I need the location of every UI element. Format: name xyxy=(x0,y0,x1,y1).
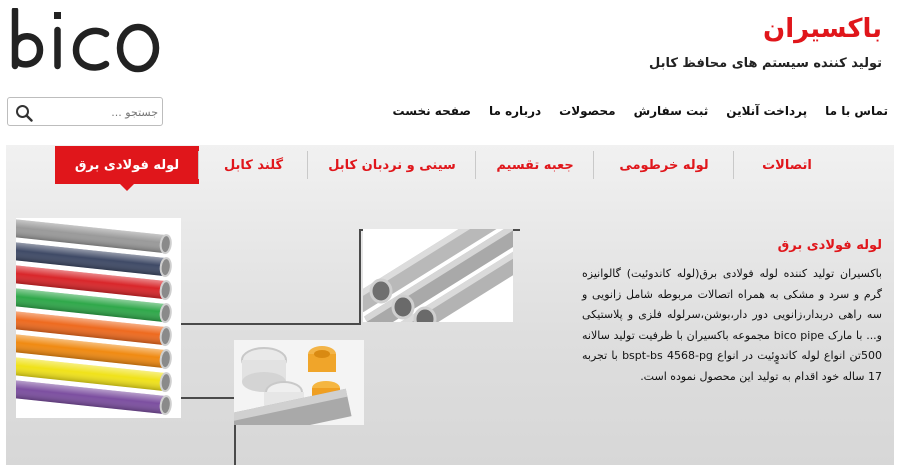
tagline: تولید کننده سیستم های محافظ کابل xyxy=(648,56,882,71)
product-tabs xyxy=(55,146,840,184)
nav-products[interactable]: محصولات xyxy=(559,104,616,118)
search-icon[interactable] xyxy=(15,104,33,122)
main-nav xyxy=(393,104,888,118)
search-input[interactable] xyxy=(40,101,158,123)
nav-home[interactable]: صفحه نخست xyxy=(392,104,471,118)
galvanized-conduit-image xyxy=(363,229,513,322)
brand-name[interactable]: باکسیران xyxy=(763,14,882,44)
colored-pipes-image xyxy=(16,218,181,418)
product-description: باکسیران تولید کننده لوله فولادی برق(لوله کاندوئیت) گالوانیزه گرم و سرد و مشکی به همراه اتصالات مربوطه شامل زانویی و سه راهی دربدار،زانویی دور دار،بوشن،سرلوله فلزی و پلاستیکی و... با مارک bico pipe مجموعه باکسیران با ظرفیت تولید سالانه 500تن انواع لوله کاندوٍئیت در انواع bspt-bs 4568-pg با تجربه 17 ساله خود اقدام به تولید این محصول نموده است. xyxy=(582,267,882,383)
tab-junction-box[interactable]: جعبه تقسیم xyxy=(476,146,594,184)
conduit-fittings-image xyxy=(234,340,364,425)
tab-steel-conduit[interactable]: لوله فولادی برق xyxy=(55,146,199,184)
bico-logo[interactable] xyxy=(6,8,162,84)
tab-cable-gland[interactable]: گلند کابل xyxy=(199,146,308,184)
nav-contact[interactable]: تماس با ما xyxy=(825,104,888,118)
product-title: لوله فولادی برق xyxy=(777,238,882,253)
nav-order[interactable]: ثبت سفارش xyxy=(633,104,709,118)
tab-fittings[interactable]: اتصالات xyxy=(762,157,812,173)
tab-flexible-conduit[interactable]: لوله خرطومی xyxy=(594,146,734,184)
nav-online-payment[interactable]: پرداخت آنلاین xyxy=(726,104,808,118)
tab-cable-tray-ladder[interactable]: سینی و نردبان کابل xyxy=(308,146,476,184)
nav-about[interactable]: درباره ما xyxy=(488,104,542,118)
search-box[interactable] xyxy=(7,97,163,126)
